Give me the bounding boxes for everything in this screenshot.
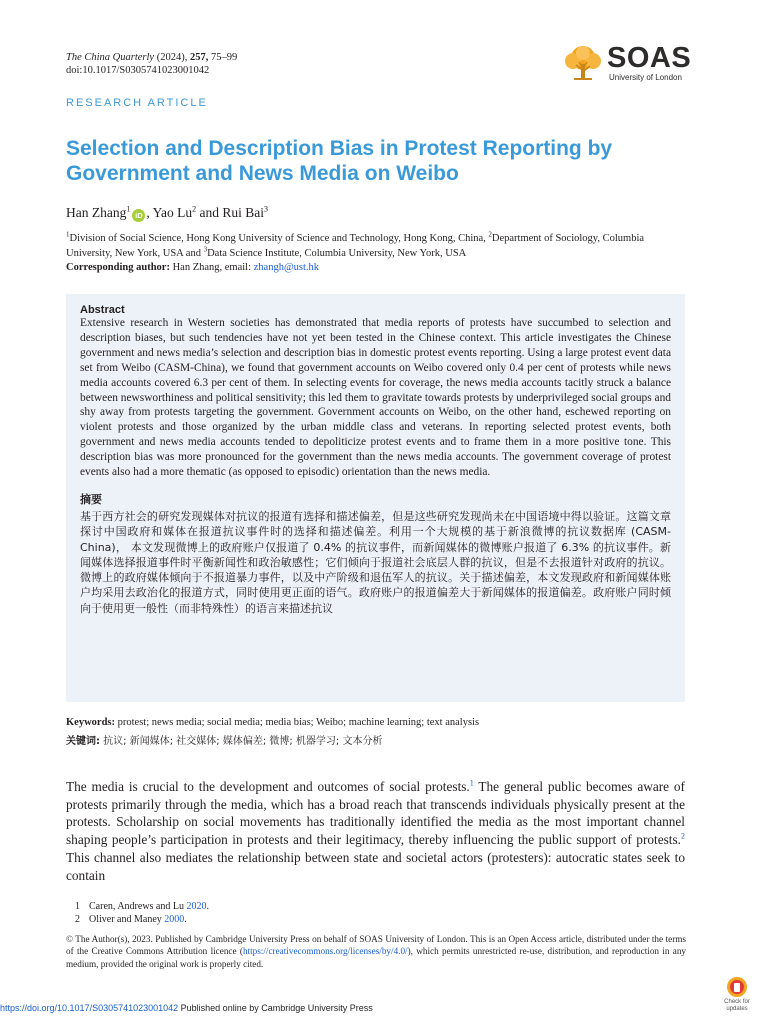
affiliation-marker: 3	[264, 204, 269, 214]
article-title: Selection and Description Bias in Protest Reporting by Government and News Media on Weibo	[66, 137, 613, 185]
citation-link[interactable]: 2020	[186, 901, 207, 912]
affiliation-marker: 1	[66, 230, 70, 239]
article-type: RESEARCH ARTICLE	[66, 97, 208, 109]
footnote-ref-link[interactable]: 1	[469, 778, 474, 788]
affiliation-marker: 1	[126, 204, 131, 214]
footnote	[66, 900, 686, 913]
logo-subtitle: University of London	[609, 73, 682, 82]
affiliation-text: Department of Sociology, Columbia University, New York, USA and	[66, 233, 645, 259]
article-doi: doi:10.1017/S0305741023001042	[66, 65, 210, 76]
journal-name: The China Quarterly	[66, 52, 155, 63]
footnote-ref-link[interactable]: 2	[681, 831, 685, 841]
author-name: Yao Lu	[152, 205, 193, 220]
footnote-number: 1	[75, 901, 80, 912]
chinese-keywords-label: 关键词:	[66, 736, 100, 747]
orcid-icon[interactable]: iD	[132, 209, 145, 222]
journal-citation	[66, 51, 237, 77]
check-for-updates-badge[interactable]	[718, 977, 756, 1017]
chinese-abstract-heading: 摘要	[80, 492, 102, 506]
bookmark-icon	[727, 977, 747, 997]
chinese-keywords-text: 抗议; 新闻媒体; 社交媒体; 媒体偏差; 微博; 机器学习; 文本分析	[100, 736, 383, 747]
body-paragraph	[66, 778, 685, 884]
author-separator: ,	[146, 205, 153, 220]
keywords-text: protest; news media; social media; media bias; Weibo; machine learning; text analysis	[115, 717, 480, 728]
affiliations	[66, 232, 690, 276]
footnote-text: Oliver and Maney	[89, 914, 165, 926]
corresponding-text: Han Zhang, email:	[169, 262, 254, 273]
check-for-updates-label	[718, 999, 756, 1013]
page-footer	[0, 1003, 373, 1013]
footnote	[66, 913, 686, 926]
badge-line: Check for	[724, 999, 750, 1005]
chinese-abstract-text: 基于西方社会的研究发现媒体对抗议的报道有选择和描述偏差，但是这些研究发现尚未在中国语境中得以验证。这篇文章探讨中国政府和媒体在报道抗议事件时的选择和描述偏差。利用一个大规模的基于新浪微博的抗议数据库 (CASM-China)， 本文发现微博上的政府账户仅报道了 0.4% 的抗议事件，而新闻媒体的微博账户报道了 6.3% 的抗议事件。新闻媒体选择报道事件时平衡新闻性和政治敏感性；它们倾向于报道社会底层人群的抗议，但是不去报道针对政府的抗议。微博上的政府媒体倾向于不报道暴力事件，以及中产阶级和退伍军人的抗议。关于描述偏差，本文发现政府和新闻媒体账户均采用去政治化的报道方式，同时使用更正面的语气。政府账户的报道偏差大于新闻媒体的报道偏差。政府账户同时倾向于使用更一般性（而非特殊性）的语言来描述抗议	[80, 509, 671, 615]
author-separator: and	[196, 205, 223, 220]
tree-icon	[563, 44, 603, 84]
author-name: Han Zhang	[66, 205, 127, 220]
footnote-number: 2	[75, 914, 80, 926]
affiliation-text: Division of Social Science, Hong Kong University of Science and Technology, Hong Kong, China,	[69, 233, 489, 244]
keywords-label: Keywords:	[66, 717, 115, 728]
footnotes	[66, 900, 686, 927]
author-email-link[interactable]: zhangh@ust.hk	[253, 262, 320, 273]
corresponding-label: Corresponding author:	[66, 262, 170, 273]
publisher-note: Published online by Cambridge University Press	[178, 1003, 373, 1013]
abstract-box	[66, 294, 685, 702]
affiliation-marker: 3	[203, 245, 208, 253]
footnote-text: Caren, Andrews and Lu	[89, 901, 187, 912]
corresponding-author	[66, 261, 690, 276]
footnote-end: .	[206, 901, 209, 912]
affiliation-text: Data Science Institute, Columbia University, New York, USA	[207, 247, 467, 259]
license-text: © The Author(s), 2023. Published by Cambridge University Press on behalf of SOAS University of London. This is an Open Access article, distributed under the terms of the Creative Commons Attribution licence (	[66, 934, 686, 957]
citation-link[interactable]: 2000	[164, 914, 185, 926]
affiliation-marker: 2	[488, 230, 492, 239]
keywords	[66, 716, 690, 730]
soas-logo	[563, 42, 692, 86]
journal-year: (2024),	[156, 52, 188, 63]
license-statement	[66, 933, 686, 970]
affiliation-marker: 2	[192, 204, 197, 214]
author-list	[66, 205, 268, 222]
journal-volume: 257,	[189, 52, 209, 63]
doi-link[interactable]: https://doi.org/10.1017/S0305741023001042	[0, 1003, 179, 1013]
license-link[interactable]: https://creativecommons.org/licenses/by/4.0/	[242, 946, 408, 957]
body-text-span: The media is crucial to the development and outcomes of social protests.	[66, 779, 470, 794]
abstract-text: Extensive research in Western societies has demonstrated that media reports of protests have succumbed to selection and description biases, but such tendencies have not yet been tested in the Chinese context. This article investigates the Chinese government and news media’s selection and description bias in domestic protest events reporting. Using a large protest event data set from Weibo (CASM-China), we found that government accounts on Weibo covered only 0.4 per cent of protests while news media accounts covered 6.3 per cent of them. In selecting events for coverage, the news media accounts tacitly struck a balance between newsworthiness and political sensitivity; this led them to gravitate towards protests by underprivileged social groups and shy away from protests targeting the government. Government accounts on Weibo, on the other hand, eschewed reporting on violent protests and those organized by the urban middle class and veterans. In reporting selected protest events, both government and news media accounts tended to depoliticize protest events and to frame them in a more positive tone. This description bias was more pronounced for the government than the news media accounts. The government coverage of protest events also had a more thematic (as opposed to episodic) orientation than the news media.	[80, 317, 671, 479]
author-name: Rui Bai	[222, 205, 265, 220]
badge-line: updates	[726, 1006, 748, 1012]
journal-pages: 75–99	[210, 52, 238, 63]
footnote-end: .	[184, 914, 187, 926]
body-text-span: The general public becomes aware of protests primarily through the media, which has a broad reach that transcends individuals physically present at the protests. Scholarship on social movements has traditionally identified the media as the most important channel shaping people’s participation in protests and their legitimacy, thereby influencing the public support of protests.	[66, 779, 685, 848]
logo-wordmark: SOAS	[607, 42, 692, 74]
body-text-span: This channel also mediates the relationship between state and societal actors (protesters): autocratic states seek to contain	[66, 849, 685, 883]
chinese-keywords	[66, 735, 690, 749]
abstract-heading: Abstract	[80, 304, 125, 316]
license-text: ), which permits unrestricted re-use, distribution, and reproduction in any medium, provided the original work is properly cited.	[66, 946, 687, 969]
